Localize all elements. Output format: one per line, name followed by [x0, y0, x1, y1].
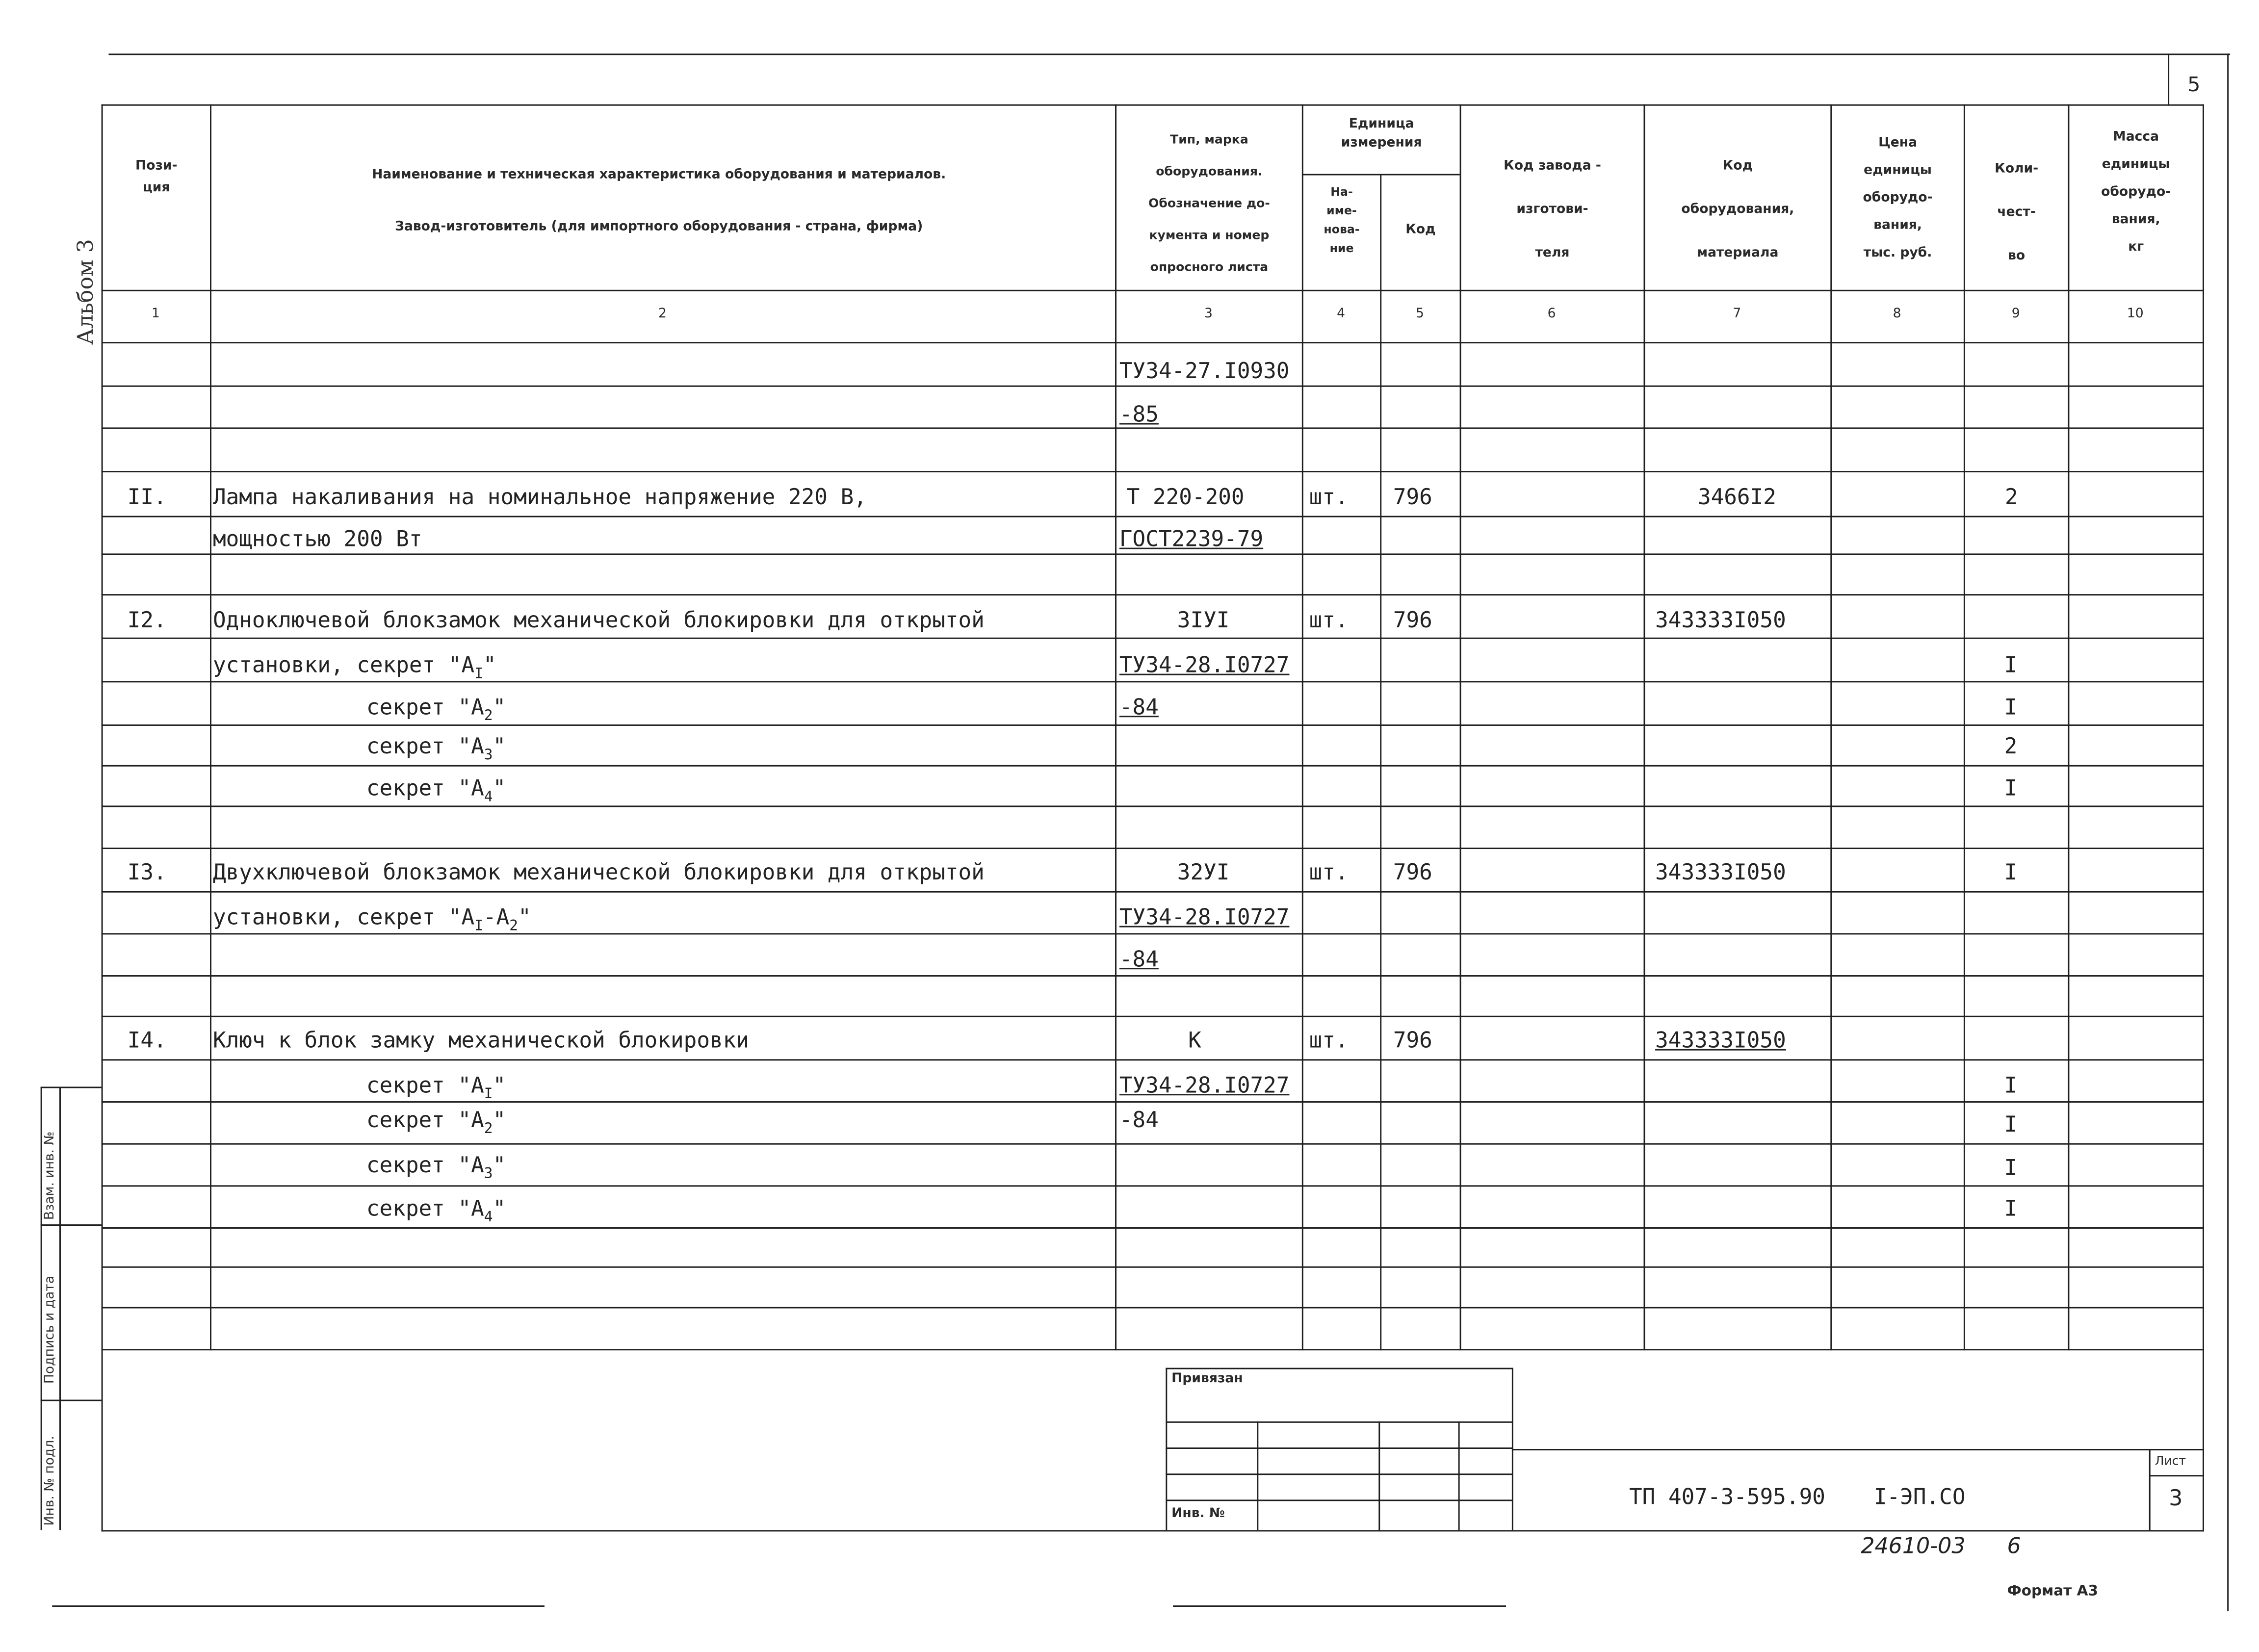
r10-quantity: I: [2004, 859, 2018, 885]
r15-name: секрет "$А_2$": [366, 1107, 506, 1137]
r13-unit: шт.: [1309, 1027, 1349, 1054]
r1-type: ТУ34-27.I0930: [1119, 358, 1290, 384]
header-quantity: Коли- чест- во: [1995, 162, 2039, 264]
r3-unit-code: 796: [1393, 484, 1432, 510]
side-label-podpis: Подпись и дата: [43, 1275, 58, 1384]
r15-quantity: I: [2004, 1111, 2018, 1137]
header-unit-group: Единица измерения: [1341, 117, 1422, 151]
colnum-10: 10: [2127, 307, 2144, 322]
top-rule: [108, 53, 2230, 55]
r17-name: секрет "$А_4$": [366, 1195, 506, 1226]
r17-quantity: I: [2004, 1195, 2018, 1222]
sheet-label: Лист: [2155, 1454, 2186, 1470]
frame-right: [2203, 104, 2205, 1532]
r10-unit-code: 796: [1393, 859, 1432, 885]
r13-type: К: [1188, 1027, 1201, 1054]
album-label: Альбом 3: [72, 239, 99, 345]
frame-top: [102, 104, 2204, 106]
handwritten-code: 24610-03: [1861, 1533, 1966, 1559]
colnum-9: 9: [2011, 307, 2020, 322]
r5-unit-code: 796: [1393, 607, 1432, 633]
r10-name: Двухключевой блокзамок механической блокировки для открытой: [212, 859, 985, 885]
r5-position: I2.: [127, 607, 167, 633]
r3-equipment-code: 3466I2: [1697, 484, 1776, 510]
colnum-3: 3: [1204, 307, 1213, 322]
r3-unit: шт.: [1309, 484, 1349, 510]
r3-name: Лампа накаливания на номинальное напряжение 220 В,: [212, 484, 867, 510]
header-unit-name: На- име- нова- ние: [1324, 185, 1360, 255]
colnum-7: 7: [1733, 307, 1741, 322]
r13-equipment-code: 343333I050: [1655, 1027, 1786, 1054]
doc-code: ТП 407-3-595.90: [1629, 1483, 1825, 1510]
stamp-inv-no: Инв. №: [1171, 1507, 1225, 1522]
side-label-vzam: Взам. инв. №: [43, 1131, 58, 1220]
r6-name: установки, секрет "$А_I$": [212, 652, 496, 683]
stamp-privyazan: Привязан: [1171, 1372, 1243, 1387]
r16-name: секрет "$А_3$": [366, 1152, 506, 1183]
r3-type: Т 220-200: [1126, 484, 1245, 510]
r4-type: ГОСТ2239-79: [1119, 526, 1264, 552]
colnum-2: 2: [658, 307, 667, 322]
colnum-6: 6: [1547, 307, 1556, 322]
r5-unit: шт.: [1309, 607, 1349, 633]
r12-type: -84: [1119, 946, 1159, 973]
header-name: Наименование и техническая характеристика оборудования и материалов. Завод-изготовитель (для импортного оборудования - страна, фирма): [372, 168, 946, 235]
r14-name: секрет "$А_I$": [366, 1072, 506, 1103]
r4-name: мощностью 200 Вт: [212, 526, 422, 552]
header-mass: Масса единицы оборудо- вания, кг: [2101, 130, 2171, 255]
r7-quantity: I: [2004, 694, 2018, 721]
handwritten-number: 6: [2007, 1533, 2021, 1559]
r11-name: установки, секрет "$А_I-А_2$": [212, 904, 531, 935]
r3-quantity: 2: [2004, 484, 2018, 510]
r5-type: 3IУI: [1177, 607, 1230, 633]
r13-unit-code: 796: [1393, 1027, 1432, 1054]
header-price: Цена единицы оборудо- вания, тыс. руб.: [1863, 136, 1933, 261]
header-position: Пози- ция: [135, 159, 178, 196]
header-factory-code: Код завода - изготови- теля: [1504, 159, 1601, 261]
header-equipment-code: Код оборудования, материала: [1681, 159, 1794, 261]
r5-equipment-code: 343333I050: [1655, 607, 1786, 633]
r10-equipment-code: 343333I050: [1655, 859, 1786, 885]
r8-quantity: 2: [2004, 733, 2018, 759]
r13-name: Ключ к блок замку механической блокировки: [212, 1027, 749, 1054]
r7-name: секрет "$А_2$": [366, 694, 506, 724]
r15-type: -84: [1119, 1107, 1159, 1134]
r14-type: ТУ34-28.I0727: [1119, 1072, 1290, 1099]
r6-quantity: I: [2004, 652, 2018, 678]
colnum-4: 4: [1337, 307, 1345, 322]
sheet-number-top: 5: [2187, 74, 2201, 97]
colnum-5: 5: [1415, 307, 1424, 322]
r9-name: секрет "$А_4$": [366, 775, 506, 806]
r10-position: I3.: [127, 859, 167, 885]
r10-unit: шт.: [1309, 859, 1349, 885]
r10-type: 32УI: [1177, 859, 1230, 885]
sheet-value: 3: [2169, 1485, 2183, 1512]
r5-name: Одноключевой блокзамок механической блокировки для открытой: [212, 607, 985, 633]
r9-quantity: I: [2004, 775, 2018, 801]
format-label: Формат А3: [2007, 1583, 2098, 1600]
r11-type: ТУ34-28.I0727: [1119, 904, 1290, 930]
r14-quantity: I: [2004, 1072, 2018, 1099]
r8-name: секрет "$А_3$": [366, 733, 506, 764]
r7-type: -84: [1119, 694, 1159, 721]
header-unit-code: Код: [1405, 223, 1436, 238]
r6-type: ТУ34-28.I0727: [1119, 652, 1290, 678]
r16-quantity: I: [2004, 1155, 2018, 1181]
header-type: Тип, марка оборудования. Обозначение до- кумента и номер опросного листа: [1148, 133, 1270, 276]
r13-position: I4.: [127, 1027, 167, 1054]
colnum-1: 1: [151, 307, 160, 322]
side-label-inv-podl: Инв. № подл.: [43, 1436, 58, 1526]
doc-suffix: I-ЭП.СО: [1873, 1483, 1966, 1510]
r3-position: II.: [127, 484, 167, 510]
frame-bottom: [102, 1530, 2204, 1532]
r2-type: -85: [1119, 401, 1159, 428]
colnum-8: 8: [1893, 307, 1901, 322]
